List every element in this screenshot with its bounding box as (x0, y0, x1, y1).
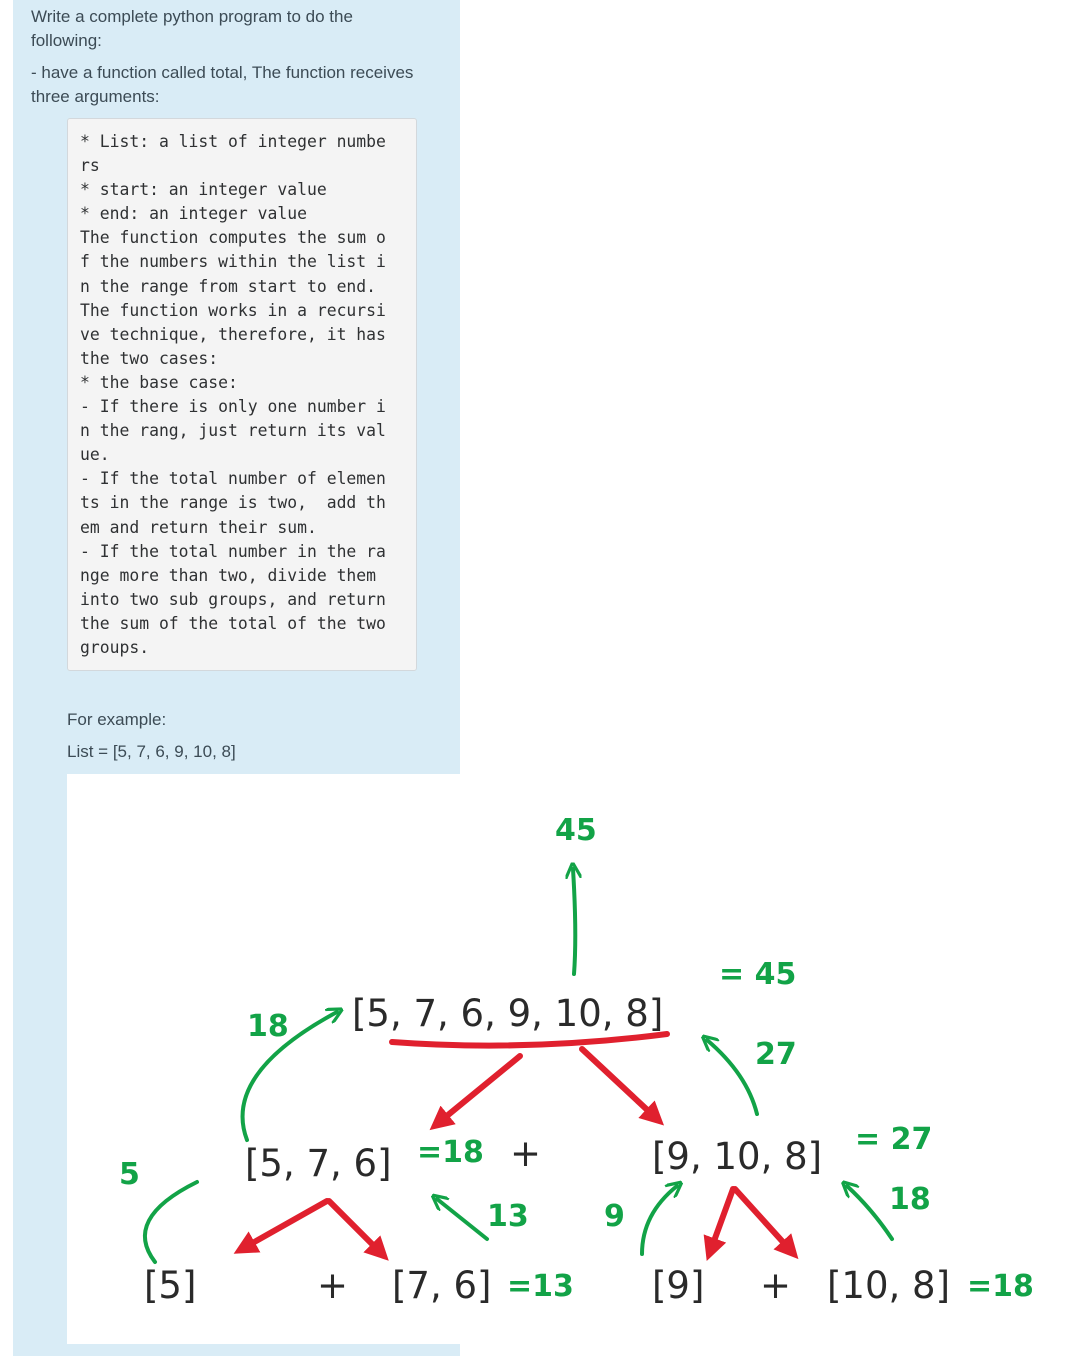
return-9-label: 9 (604, 1199, 625, 1234)
return-arrow-9 (642, 1186, 677, 1254)
split-arrow-left (437, 1056, 520, 1124)
example-list: List = [5, 7, 6, 9, 10, 8] (67, 742, 236, 761)
code-line: n the rang, just return its val (80, 421, 386, 441)
code-line: * end: an integer value (80, 204, 307, 224)
intro-line-2: - have a function called total, The function receives three arguments: (31, 63, 414, 106)
root-list-label: [5, 7, 6, 9, 10, 8] (352, 992, 664, 1035)
code-line: n the range from start to end. (80, 276, 377, 296)
intro-line-1: Write a complete python program to do the following: (31, 7, 353, 50)
split-arrow-leaf-9 (710, 1189, 733, 1252)
code-line: the sum of the total of the two (80, 613, 386, 633)
code-line: - If the total number of elemen (80, 469, 386, 489)
code-line: ue. (80, 445, 110, 465)
pair-10-8-label: [10, 8] (827, 1264, 951, 1307)
return-arrow-18-right (847, 1186, 892, 1239)
bottom-right-plus-label: + (760, 1264, 792, 1307)
code-line: The function works in a recursi (80, 300, 386, 320)
left-equals-label: =18 (417, 1135, 484, 1170)
example-label: For example: (67, 710, 167, 729)
pair-7-6-equals-label: =13 (507, 1269, 574, 1304)
code-line: ve technique, therefore, it has (80, 324, 386, 344)
return-arrow-top (573, 869, 575, 974)
code-line: * List: a list of integer numbe (80, 132, 386, 151)
root-equals-label: = 45 (719, 957, 797, 992)
code-line: ts in the range is two, add th (80, 493, 386, 513)
code-line: em and return their sum. (80, 517, 317, 537)
code-line: f the numbers within the list i (80, 252, 386, 272)
return-arrow-13 (437, 1199, 487, 1239)
code-line: rs (80, 156, 100, 176)
code-line: - If the total number in the ra (80, 541, 386, 561)
return-13-label: 13 (487, 1199, 529, 1234)
split-arrow-leaf-5 (242, 1201, 327, 1249)
code-line: the two cases: (80, 348, 219, 368)
return-arrow-5 (145, 1182, 197, 1262)
leaf-5-label: [5] (144, 1264, 197, 1307)
code-line: The function computes the sum o (80, 228, 386, 248)
code-line: * the base case: (80, 372, 238, 392)
left-list-label: [5, 7, 6] (245, 1142, 392, 1185)
return-18-label: 18 (247, 1009, 289, 1044)
bottom-left-plus-label: + (317, 1264, 349, 1307)
split-arrow-pair-10-8 (735, 1189, 792, 1252)
split-arrow-right (582, 1049, 657, 1119)
code-line: * start: an integer value (80, 180, 327, 200)
return-5-label: 5 (119, 1157, 140, 1192)
right-equals-label: = 27 (855, 1122, 933, 1157)
recursion-tree-drawing (67, 774, 1080, 1344)
return-27-label: 27 (755, 1037, 797, 1072)
return-18-right-label: 18 (889, 1182, 931, 1217)
recursion-sketch (67, 774, 1080, 1344)
leaf-9-label: [9] (652, 1264, 705, 1307)
code-line: groups. (80, 637, 150, 657)
code-line: - If there is only one number i (80, 397, 386, 417)
split-arrow-pair-7-6 (329, 1201, 382, 1254)
return-arrow-right-up (707, 1040, 757, 1114)
pair-7-6-label: [7, 6] (392, 1264, 492, 1307)
middle-plus-label: + (510, 1132, 542, 1175)
pair-10-8-equals-label: =18 (967, 1269, 1034, 1304)
code-line: nge more than two, divide them (80, 565, 377, 585)
code-block (67, 118, 417, 671)
right-list-label: [9, 10, 8] (652, 1135, 823, 1178)
top-sum-label: 45 (555, 813, 597, 848)
split-underline-red (392, 1034, 667, 1046)
code-line: into two sub groups, and return (80, 589, 386, 609)
